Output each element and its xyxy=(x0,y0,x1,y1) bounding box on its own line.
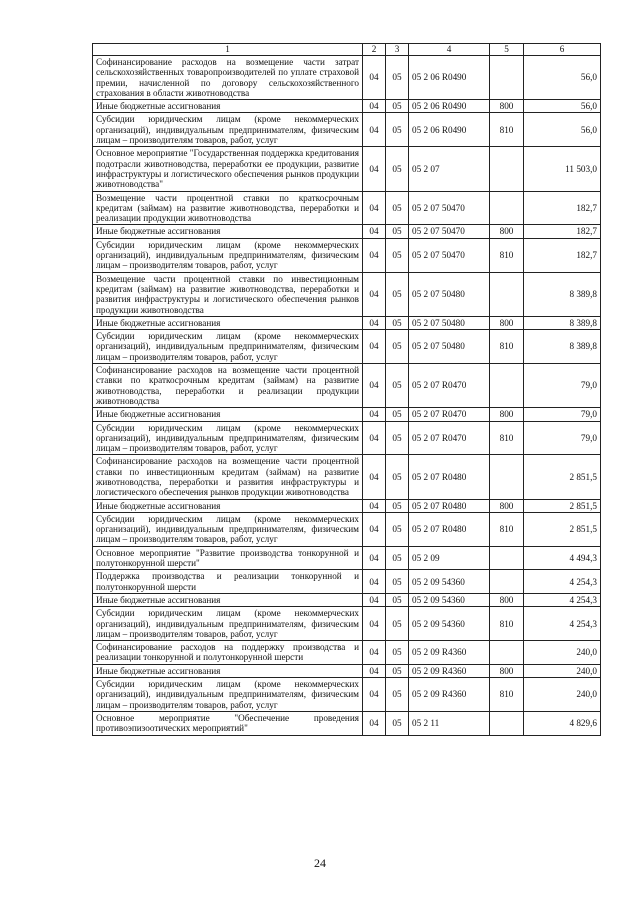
cell-name: Основное мероприятие "Обеспечение проведения противоэпизоотических мероприятий" xyxy=(93,711,363,735)
cell-amount: 8 389,8 xyxy=(524,330,601,364)
table-row xyxy=(93,593,601,606)
cell-name: Субсидии юридическим лицам (кроме некоммерческих организаций), индивидуальным предпринимателям, физическим лицам – производителям товаров, работ, услуг xyxy=(93,421,363,455)
table-row xyxy=(93,100,601,113)
cell-name: Субсидии юридическим лицам (кроме некоммерческих организаций), индивидуальным предпринимателям, физическим лицам – производителям товаров, работ, услуг xyxy=(93,330,363,364)
table-row xyxy=(93,238,601,272)
cell-subsection: 05 xyxy=(386,408,409,421)
cell-expense-type: 800 xyxy=(490,499,524,512)
cell-section: 04 xyxy=(363,191,386,225)
cell-name: Поддержка производства и реализации тонкорунной и полутонкорунной шерсти xyxy=(93,570,363,594)
cell-expense-type: 810 xyxy=(490,678,524,712)
table-header-row xyxy=(93,44,601,56)
cell-target-article: 05 2 06 R0490 xyxy=(409,113,490,147)
page-number: 24 xyxy=(314,856,326,870)
cell-target-article: 05 2 09 R4360 xyxy=(409,678,490,712)
cell-target-article: 05 2 06 R0490 xyxy=(409,100,490,113)
cell-target-article: 05 2 09 xyxy=(409,546,490,570)
cell-section: 04 xyxy=(363,56,386,100)
cell-target-article: 05 2 07 R0470 xyxy=(409,421,490,455)
table-row xyxy=(93,455,601,499)
cell-expense-type xyxy=(490,364,524,408)
cell-amount: 182,7 xyxy=(524,191,601,225)
header-col-1: 1 xyxy=(93,44,363,56)
cell-expense-type: 810 xyxy=(490,238,524,272)
cell-target-article: 05 2 07 50470 xyxy=(409,238,490,272)
cell-section: 04 xyxy=(363,678,386,712)
cell-section: 04 xyxy=(363,238,386,272)
table-body xyxy=(93,56,601,736)
cell-expense-type xyxy=(490,711,524,735)
cell-section: 04 xyxy=(363,100,386,113)
cell-expense-type: 800 xyxy=(490,408,524,421)
table-row xyxy=(93,512,601,546)
cell-expense-type: 810 xyxy=(490,512,524,546)
cell-subsection: 05 xyxy=(386,316,409,329)
cell-amount: 4 494,3 xyxy=(524,546,601,570)
cell-expense-type: 810 xyxy=(490,421,524,455)
cell-section: 04 xyxy=(363,225,386,238)
cell-subsection: 05 xyxy=(386,330,409,364)
cell-name: Субсидии юридическим лицам (кроме некоммерческих организаций), индивидуальным предпринимателям, физическим лицам – производителям товаров, работ, услуг xyxy=(93,607,363,641)
cell-expense-type: 810 xyxy=(490,607,524,641)
cell-name: Иные бюджетные ассигнования xyxy=(93,316,363,329)
cell-section: 04 xyxy=(363,711,386,735)
cell-subsection: 05 xyxy=(386,56,409,100)
cell-target-article: 05 2 09 54360 xyxy=(409,593,490,606)
cell-section: 04 xyxy=(363,593,386,606)
cell-subsection: 05 xyxy=(386,225,409,238)
cell-section: 04 xyxy=(363,421,386,455)
table-row xyxy=(93,607,601,641)
header-col-3: 3 xyxy=(386,44,409,56)
cell-subsection: 05 xyxy=(386,100,409,113)
table-row xyxy=(93,499,601,512)
cell-amount: 182,7 xyxy=(524,238,601,272)
header-col-2: 2 xyxy=(363,44,386,56)
cell-name: Основное мероприятие "Государственная поддержка кредитования подотрасли животноводства, переработки ее продукции, развитие инфраструктуры и логистического обеспечения рынков продукции животноводства" xyxy=(93,147,363,191)
cell-name: Иные бюджетные ассигнования xyxy=(93,499,363,512)
table-row xyxy=(93,570,601,594)
cell-name: Основное мероприятие "Развитие производства тонкорунной и полутонкорунной шерсти" xyxy=(93,546,363,570)
cell-name: Иные бюджетные ассигнования xyxy=(93,664,363,677)
table-row xyxy=(93,711,601,735)
cell-expense-type: 800 xyxy=(490,316,524,329)
cell-subsection: 05 xyxy=(386,711,409,735)
cell-amount: 240,0 xyxy=(524,664,601,677)
cell-section: 04 xyxy=(363,316,386,329)
cell-expense-type xyxy=(490,191,524,225)
cell-section: 04 xyxy=(363,330,386,364)
cell-expense-type xyxy=(490,546,524,570)
cell-subsection: 05 xyxy=(386,641,409,665)
cell-target-article: 05 2 07 50470 xyxy=(409,191,490,225)
cell-target-article: 05 2 07 xyxy=(409,147,490,191)
table-row xyxy=(93,641,601,665)
cell-subsection: 05 xyxy=(386,593,409,606)
table-row xyxy=(93,272,601,316)
cell-name: Иные бюджетные ассигнования xyxy=(93,100,363,113)
table-row xyxy=(93,408,601,421)
cell-target-article: 05 2 07 50480 xyxy=(409,330,490,364)
budget-table xyxy=(92,43,601,736)
cell-section: 04 xyxy=(363,364,386,408)
cell-name: Субсидии юридическим лицам (кроме некоммерческих организаций), индивидуальным предпринимателям, физическим лицам – производителям товаров, работ, услуг xyxy=(93,678,363,712)
cell-target-article: 05 2 07 R0470 xyxy=(409,408,490,421)
cell-section: 04 xyxy=(363,570,386,594)
cell-section: 04 xyxy=(363,512,386,546)
cell-expense-type xyxy=(490,147,524,191)
cell-amount: 240,0 xyxy=(524,641,601,665)
cell-expense-type: 800 xyxy=(490,664,524,677)
cell-subsection: 05 xyxy=(386,113,409,147)
cell-name: Иные бюджетные ассигнования xyxy=(93,225,363,238)
cell-section: 04 xyxy=(363,408,386,421)
cell-amount: 79,0 xyxy=(524,364,601,408)
table-row xyxy=(93,678,601,712)
cell-amount: 4 254,3 xyxy=(524,607,601,641)
cell-section: 04 xyxy=(363,147,386,191)
table-row xyxy=(93,421,601,455)
cell-name: Софинансирование расходов на возмещение части затрат сельскохозяйственных товаропроизводителей по уплате страховой премии, начисленной по договору сельскохозяйственного страхования в области животноводства xyxy=(93,56,363,100)
cell-target-article: 05 2 07 50470 xyxy=(409,225,490,238)
cell-subsection: 05 xyxy=(386,678,409,712)
cell-name: Возмещение части процентной ставки по инвестиционным кредитам (займам) на развитие животноводства, переработки и развития инфраструктуры и логистического обеспечения рынков продукции животноводства xyxy=(93,272,363,316)
cell-section: 04 xyxy=(363,664,386,677)
cell-section: 04 xyxy=(363,607,386,641)
cell-expense-type xyxy=(490,56,524,100)
cell-amount: 79,0 xyxy=(524,408,601,421)
cell-target-article: 05 2 11 xyxy=(409,711,490,735)
cell-target-article: 05 2 07 50480 xyxy=(409,316,490,329)
cell-subsection: 05 xyxy=(386,364,409,408)
cell-section: 04 xyxy=(363,641,386,665)
cell-amount: 56,0 xyxy=(524,56,601,100)
cell-amount: 4 829,6 xyxy=(524,711,601,735)
cell-amount: 79,0 xyxy=(524,421,601,455)
cell-target-article: 05 2 07 R0480 xyxy=(409,499,490,512)
cell-name: Софинансирование расходов на поддержку производства и реализации тонкорунной и полутонкорунной шерсти xyxy=(93,641,363,665)
cell-subsection: 05 xyxy=(386,421,409,455)
cell-target-article: 05 2 07 R0470 xyxy=(409,364,490,408)
table-row xyxy=(93,664,601,677)
cell-amount: 2 851,5 xyxy=(524,455,601,499)
cell-amount: 4 254,3 xyxy=(524,593,601,606)
table-row xyxy=(93,364,601,408)
cell-name: Иные бюджетные ассигнования xyxy=(93,408,363,421)
cell-name: Субсидии юридическим лицам (кроме некоммерческих организаций), индивидуальным предпринимателям, физическим лицам – производителям товаров, работ, услуг xyxy=(93,238,363,272)
cell-subsection: 05 xyxy=(386,546,409,570)
header-col-6: 6 xyxy=(524,44,601,56)
table-row xyxy=(93,191,601,225)
cell-expense-type: 810 xyxy=(490,113,524,147)
cell-expense-type xyxy=(490,272,524,316)
cell-expense-type: 800 xyxy=(490,225,524,238)
cell-name: Возмещение части процентной ставки по краткосрочным кредитам (займам) на развитие животноводства, переработки и реализации продукции животноводства xyxy=(93,191,363,225)
cell-subsection: 05 xyxy=(386,512,409,546)
table-row xyxy=(93,225,601,238)
cell-amount: 2 851,5 xyxy=(524,512,601,546)
cell-target-article: 05 2 09 R4360 xyxy=(409,664,490,677)
cell-section: 04 xyxy=(363,455,386,499)
cell-subsection: 05 xyxy=(386,607,409,641)
cell-section: 04 xyxy=(363,546,386,570)
cell-expense-type xyxy=(490,570,524,594)
cell-expense-type: 810 xyxy=(490,330,524,364)
cell-section: 04 xyxy=(363,113,386,147)
cell-target-article: 05 2 07 50480 xyxy=(409,272,490,316)
cell-amount: 56,0 xyxy=(524,113,601,147)
cell-target-article: 05 2 09 54360 xyxy=(409,570,490,594)
table-row xyxy=(93,546,601,570)
cell-subsection: 05 xyxy=(386,238,409,272)
cell-subsection: 05 xyxy=(386,455,409,499)
cell-target-article: 05 2 07 R0480 xyxy=(409,455,490,499)
cell-target-article: 05 2 09 54360 xyxy=(409,607,490,641)
cell-subsection: 05 xyxy=(386,664,409,677)
cell-name: Иные бюджетные ассигнования xyxy=(93,593,363,606)
table-row xyxy=(93,316,601,329)
cell-subsection: 05 xyxy=(386,272,409,316)
cell-name: Субсидии юридическим лицам (кроме некоммерческих организаций), индивидуальным предпринимателям, физическим лицам – производителям товаров, работ, услуг xyxy=(93,113,363,147)
cell-name: Субсидии юридическим лицам (кроме некоммерческих организаций), индивидуальным предпринимателям, физическим лицам – производителям товаров, работ, услуг xyxy=(93,512,363,546)
header-col-4: 4 xyxy=(409,44,490,56)
cell-subsection: 05 xyxy=(386,570,409,594)
cell-expense-type: 800 xyxy=(490,100,524,113)
cell-target-article: 05 2 09 R4360 xyxy=(409,641,490,665)
cell-section: 04 xyxy=(363,272,386,316)
cell-expense-type: 800 xyxy=(490,593,524,606)
cell-amount: 11 503,0 xyxy=(524,147,601,191)
cell-amount: 182,7 xyxy=(524,225,601,238)
cell-name: Софинансирование расходов на возмещение части процентной ставки по краткосрочным кредитам (займам) на развитие животноводства, переработки и реализации продукции животноводства xyxy=(93,364,363,408)
cell-amount: 240,0 xyxy=(524,678,601,712)
header-col-5: 5 xyxy=(490,44,524,56)
cell-amount: 2 851,5 xyxy=(524,499,601,512)
table-row xyxy=(93,330,601,364)
cell-expense-type xyxy=(490,455,524,499)
cell-amount: 56,0 xyxy=(524,100,601,113)
table-row xyxy=(93,113,601,147)
cell-target-article: 05 2 07 R0480 xyxy=(409,512,490,546)
cell-subsection: 05 xyxy=(386,191,409,225)
cell-expense-type xyxy=(490,641,524,665)
cell-subsection: 05 xyxy=(386,499,409,512)
cell-amount: 4 254,3 xyxy=(524,570,601,594)
cell-amount: 8 389,8 xyxy=(524,316,601,329)
cell-subsection: 05 xyxy=(386,147,409,191)
cell-section: 04 xyxy=(363,499,386,512)
cell-name: Софинансирование расходов на возмещение части процентной ставки по инвестиционным кредитам (займам) на развитие животноводства, переработки и развития инфраструктуры и логистического обеспечения рынков продукции животноводства xyxy=(93,455,363,499)
cell-amount: 8 389,8 xyxy=(524,272,601,316)
table-row xyxy=(93,147,601,191)
table-row xyxy=(93,56,601,100)
document-page xyxy=(92,43,600,736)
cell-target-article: 05 2 06 R0490 xyxy=(409,56,490,100)
